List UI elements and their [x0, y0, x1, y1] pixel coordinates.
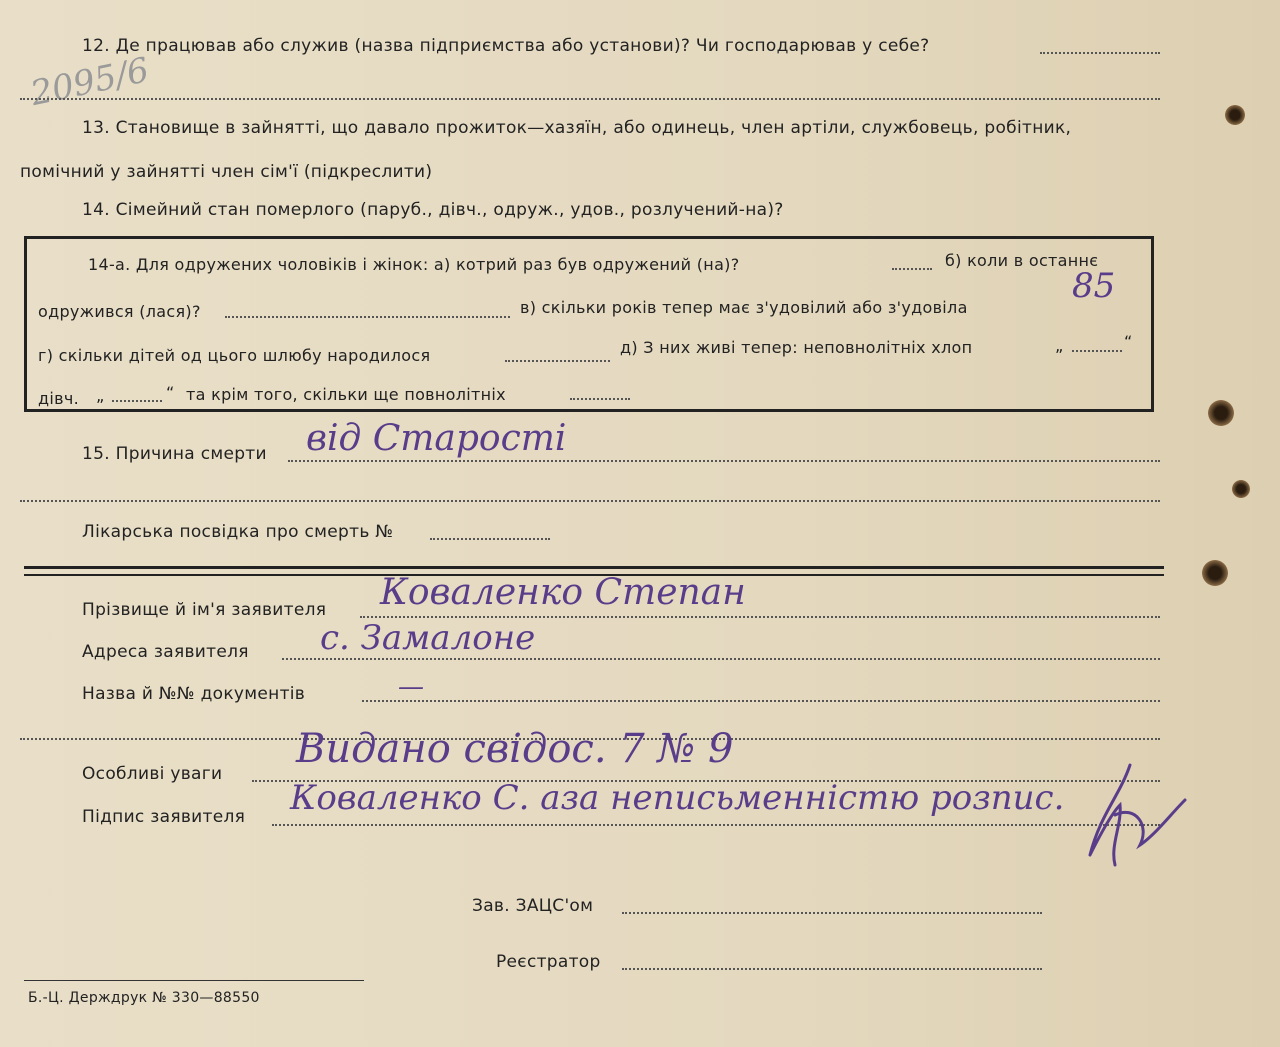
dotted-line [362, 700, 1160, 702]
dotted-line [20, 98, 1160, 100]
dotted-line [892, 268, 932, 270]
dotted-line [282, 658, 1160, 660]
box-line4-b: та крім того, скільки ще повнолітніх [186, 385, 506, 404]
question-15: 15. Причина смерти [82, 444, 267, 464]
pencil-archive-mark: 2095/6 [27, 50, 153, 114]
binding-hole [1225, 105, 1245, 125]
dotted-line [272, 824, 1160, 826]
box-line3-a: г) скільки дітей од цього шлюбу народилося [38, 346, 431, 365]
quote-close: “ [166, 383, 175, 402]
divider-rule [24, 566, 1164, 569]
footer-rule [24, 980, 364, 981]
box-line2-b: в) скільки років тепер має з'удовілий або з'удовіла [520, 298, 968, 317]
dotted-line [225, 316, 510, 318]
dotted-line [430, 538, 550, 540]
documents-value: — [398, 672, 424, 702]
binding-hole [1208, 400, 1234, 426]
question-14: 14. Сімейний стан померлого (паруб., дівч., одруж., удов., розлучений-на)? [82, 200, 784, 220]
registrar-label: Реєстратор [496, 952, 601, 972]
applicant-name-value: Коваленко Степан [380, 572, 746, 613]
box-line4-a: дівч. [38, 389, 79, 408]
dotted-line [622, 968, 1042, 970]
applicant-signature-label: Підпис заявителя [82, 807, 246, 827]
binding-hole [1202, 560, 1228, 586]
applicant-signature-value: Коваленко С. аза неписьменністю розпис. [290, 778, 1065, 818]
dotted-line [505, 360, 610, 362]
documents-label: Назва й №№ документів [82, 684, 306, 704]
quote-close: “ [1124, 332, 1133, 351]
cause-of-death-value: від Старості [306, 418, 567, 459]
printer-imprint: Б.-Ц. Держдрук № 330—88550 [28, 990, 260, 1006]
box-line1-a: 14-а. Для одружених чоловіків і жінок: а) котрий раз був одружений (на)? [88, 255, 740, 274]
quote-open: „ [96, 386, 105, 405]
question-13-line1: 13. Становище в зайнятті, що давало прожиток—хазяїн, або одинець, член артіли, службовець, робітник, [82, 118, 1072, 138]
dotted-line [1072, 350, 1122, 352]
special-notes-label: Особливі уваги [82, 764, 223, 784]
dotted-line [288, 460, 1160, 462]
question-13-line2: помічний у зайнятті член сім'ї (підкреслити) [20, 162, 433, 182]
applicant-address-label: Адреса заявителя [82, 642, 249, 662]
applicant-address-value: с. Замалоне [320, 618, 536, 658]
box-line2-a: одружився (лася)? [38, 302, 201, 321]
medical-certificate-label: Лікарська посвідка про смерть № [82, 522, 394, 542]
dotted-line [112, 400, 162, 402]
binding-hole [1232, 480, 1250, 498]
special-notes-value: Видано свідос. 7 № 9 [296, 726, 734, 772]
applicant-name-label: Прізвище й ім'я заявителя [82, 600, 327, 620]
quote-open: „ [1055, 336, 1064, 355]
dotted-line [20, 500, 1160, 502]
head-of-office-label: Зав. ЗАЦС'ом [472, 896, 594, 916]
dotted-line [570, 398, 630, 400]
box-line3-b: д) З них живі тепер: неповнолітніх хлоп [620, 338, 973, 357]
widow-years-value: 85 [1072, 266, 1116, 306]
dotted-line [622, 912, 1042, 914]
question-12: 12. Де працював або служив (назва підприємства або установи)? Чи господарював у себе? [82, 36, 930, 56]
registrar-signature-scribble [1060, 755, 1200, 885]
dotted-line [1040, 52, 1160, 54]
box-line1-b: б) коли в останнє [945, 251, 1099, 270]
